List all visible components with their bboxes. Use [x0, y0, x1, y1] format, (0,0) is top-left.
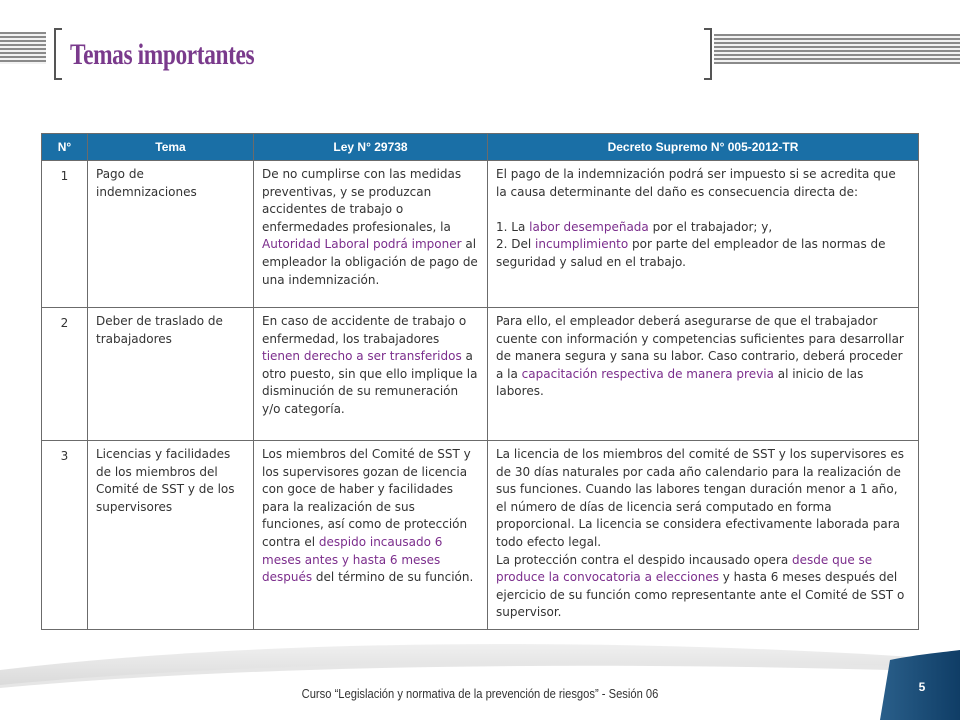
highlighted-text: Autoridad Laboral podrá imponer [262, 237, 462, 252]
cell-text: La protección contra el despido incausado opera [496, 552, 793, 567]
column-header-ley: Ley N° 29738 [254, 134, 488, 161]
table-row [42, 308, 919, 441]
column-header-num: N° [42, 134, 88, 161]
header-stripes-right [714, 34, 960, 64]
row-tema: Licencias y facilidades de los miembros del Comité de SST y de los supervisores [88, 441, 254, 630]
highlighted-text: despido incausado 6 meses antes y hasta 6 meses después [262, 534, 443, 585]
header-stripes-left [0, 32, 46, 64]
cell-text: por el trabajador; y, [648, 219, 773, 234]
cell-text: del término de su función. [312, 570, 474, 585]
title-bracket-right [704, 28, 712, 80]
table-header-row [42, 134, 919, 161]
cell-text: Para ello, el empleador deberá asegurarse de que el trabajador cuente con información y competencias suficientes para desarrollar de manera segura y sana su labor. Caso contrario, deberá proceder a la [496, 314, 904, 381]
cell-text: 1. La [496, 219, 530, 234]
row-decreto [488, 308, 919, 441]
highlighted-text: labor desempeñada [529, 219, 649, 234]
row-ley [254, 308, 488, 441]
row-ley [254, 161, 488, 308]
footer-wave-decoration [0, 630, 960, 720]
highlighted-text: capacitación respectiva de manera previa [521, 366, 774, 381]
cell-text: al inicio de las labores. [496, 366, 864, 399]
page-title: Temas importantes [70, 38, 255, 71]
table-row [42, 441, 919, 630]
highlighted-text: incumplimiento [535, 237, 629, 252]
column-header-decreto: Decreto Supremo N° 005-2012-TR [488, 134, 919, 161]
cell-text: La licencia de los miembros del comité de SST y los supervisores es de 30 días naturales por cada año calendario para la realización de sus funciones. Cuando las labores tengan duración menor a 1 año, el número de días de licencia será computado en forma proporcional. La licencia se considera efectivamente laborada para todo efecto legal. [496, 447, 904, 549]
cell-text: al empleador la obligación de pago de una indemnización. [262, 237, 478, 287]
row-decreto [488, 441, 919, 630]
topics-table [41, 133, 919, 630]
cell-text: En caso de accidente de trabajo o enfermedad, los trabajadores [262, 314, 467, 346]
page-number: 5 [918, 680, 926, 694]
row-tema: Pago de indemnizaciones [88, 161, 254, 308]
course-footer: Curso “Legislación y normativa de la prevención de riesgos” - Sesión 06 [301, 686, 659, 701]
highlighted-text: desde que se produce la convocatoria a elecciones [496, 552, 873, 585]
highlighted-text: tienen derecho a ser transferidos [262, 349, 462, 364]
row-tema: Deber de traslado de trabajadores [88, 308, 254, 441]
row-number: 2 [42, 308, 88, 441]
cell-text: por parte del empleador de las normas de seguridad y salud en el trabajo. [496, 237, 886, 269]
title-bracket-left [54, 28, 62, 80]
cell-text: 2. Del [496, 237, 536, 252]
row-decreto [488, 161, 919, 308]
row-number: 1 [42, 161, 88, 308]
column-header-tema: Tema [88, 134, 254, 161]
row-number: 3 [42, 441, 88, 630]
row-ley [254, 441, 488, 630]
cell-text: y hasta 6 meses después del ejercicio de su función como representante ante el Comité de SST o supervisor. [496, 570, 905, 620]
cell-text: Los miembros del Comité de SST y los supervisores gozan de licencia con goce de haber y facilidades para la realización de sus funciones, así como de protección contra el [262, 447, 471, 549]
cell-text: De no cumplirse con las medidas preventivas, y se produzcan accidentes de trabajo o enfermedades profesionales, la [262, 167, 462, 234]
cell-text: a otro puesto, sin que ello implique la disminución de su remuneración y/o categoría. [262, 349, 478, 416]
cell-text: El pago de la indemnización podrá ser impuesto si se acredita que la causa determinante del daño es consecuencia directa de: [496, 167, 896, 199]
table-row [42, 161, 919, 308]
